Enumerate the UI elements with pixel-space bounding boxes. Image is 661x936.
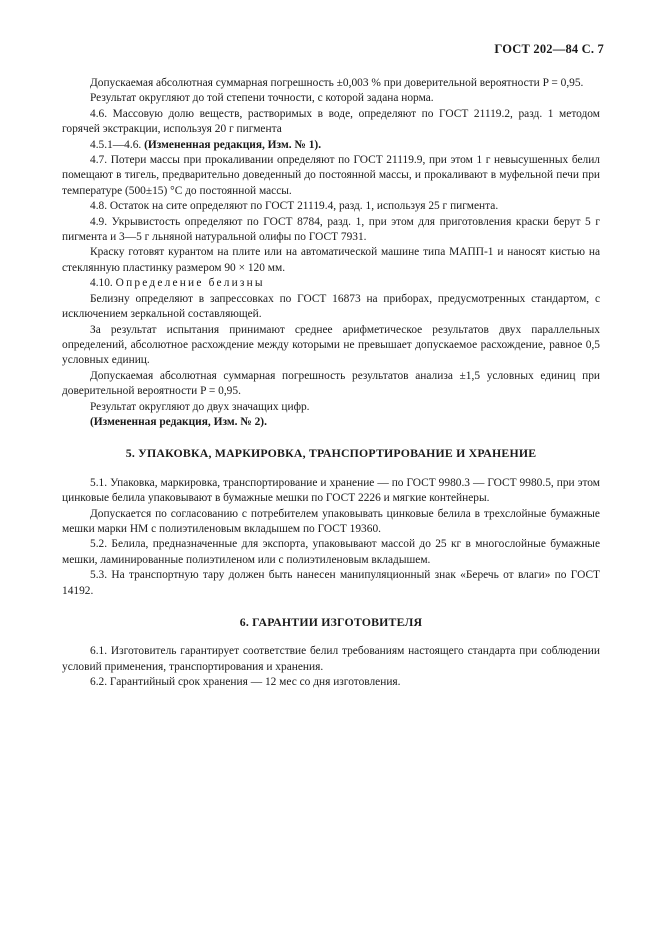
section-5-title: 5. УПАКОВКА, МАРКИРОВКА, ТРАНСПОРТИРОВАНИЕ И ХРАНЕНИЕ bbox=[125, 446, 537, 461]
paragraph: 4.6. Массовую долю веществ, растворимых в воде, определяют по ГОСТ 21119.2, разд. 1 методом горячей экстракции, используя 20 г пигмента bbox=[62, 107, 600, 136]
paragraph: 4.8. Остаток на сите определяют по ГОСТ 21119.4, разд. 1, используя 25 г пигмента. bbox=[90, 200, 499, 213]
item-4-10-heading bbox=[62, 276, 600, 291]
paragraph: Белизну определяют в запрессовках по ГОСТ 16873 на приборах, предусмотренных стандартом, с исключением зеркальной составляющей. bbox=[62, 292, 600, 321]
edition-note-1 bbox=[62, 138, 600, 153]
paragraph: За результат испытания принимают среднее арифметическое результатов двух параллельных определений, абсолютное расхождение между которыми не превышает допускаемое расхождение, равное 0,5 условных единиц. bbox=[62, 323, 600, 367]
item-number: 4.10. bbox=[90, 277, 116, 290]
document-body bbox=[62, 76, 600, 691]
paragraph: Краску готовят курантом на плите или на автоматической машине типа МАПП-1 и наносят кистью на стеклянную пластинку размером 90 × 120 мм. bbox=[62, 246, 600, 274]
edition-note-prefix: 4.5.1—4.6. bbox=[90, 138, 145, 151]
edition-note-2: (Измененная редакция, Изм. № 2). bbox=[90, 415, 267, 428]
page-header: ГОСТ 202—84 С. 7 bbox=[494, 42, 604, 56]
paragraph: 5.1. Упаковка, маркировка, транспортирование и хранение — по ГОСТ 9980.3 — ГОСТ 9980.5, при этом цинковые белила упаковывают в бумажные мешки по ГОСТ 2226 и мягкие контейнеры. bbox=[62, 476, 600, 505]
paragraph: 4.7. Потери массы при прокаливании определяют по ГОСТ 21119.9, при этом 1 г невысушенных белил помещают в тигель, предварительно доведенный до постоянной массы, и прокаливают в муфельной печи при температуре (500±15) °С до постоянной массы. bbox=[62, 154, 600, 197]
item-title: Определение белизны bbox=[115, 277, 265, 290]
paragraph: 4.9. Укрывистость определяют по ГОСТ 8784, разд. 1, при этом для приготовления краски берут 5 г пигмента и 3—5 г льняной натуральной олифы по ГОСТ 7931. bbox=[62, 215, 600, 244]
paragraph: 5.2. Белила, предназначенные для экспорта, упаковывают массой до 25 кг в многослойные бумажные мешки, ламинированные полиэтиленом или с полиэтиленовым вкладышем. bbox=[62, 538, 600, 566]
paragraph: Результат округляют до той степени точности, с которой задана норма. bbox=[90, 92, 434, 105]
paragraph: Допускаемая абсолютная суммарная погрешность результатов анализа ±1,5 условных единиц при доверительной вероятности P = 0,95. bbox=[62, 369, 600, 398]
edition-note-bold: (Измененная редакция, Изм. № 1). bbox=[144, 138, 322, 151]
paragraph: Допускается по согласованию с потребителем упаковывать цинковые белила в трехслойные бумажные мешки марки НМ с полиэтиленовым вкладышем по ГОСТ 19360. bbox=[62, 507, 600, 535]
section-6-title: 6. ГАРАНТИИ ИЗГОТОВИТЕЛЯ bbox=[239, 615, 423, 629]
paragraph: 5.3. На транспортную тару должен быть нанесен манипуляционный знак «Беречь от влаги» по ГОСТ 14192. bbox=[62, 569, 600, 597]
paragraph: Допускаемая абсолютная суммарная погрешность ±0,003 % при доверительной вероятности P = 0,95. bbox=[90, 77, 584, 89]
paragraph: 6.1. Изготовитель гарантирует соответствие белил требованиям настоящего стандарта при соблюдении условий применения, транспортирования и хранения. bbox=[62, 645, 600, 673]
paragraph: Результат округляют до двух значащих цифр. bbox=[90, 400, 310, 413]
paragraph: 6.2. Гарантийный срок хранения — 12 мес со дня изготовления. bbox=[90, 676, 401, 689]
